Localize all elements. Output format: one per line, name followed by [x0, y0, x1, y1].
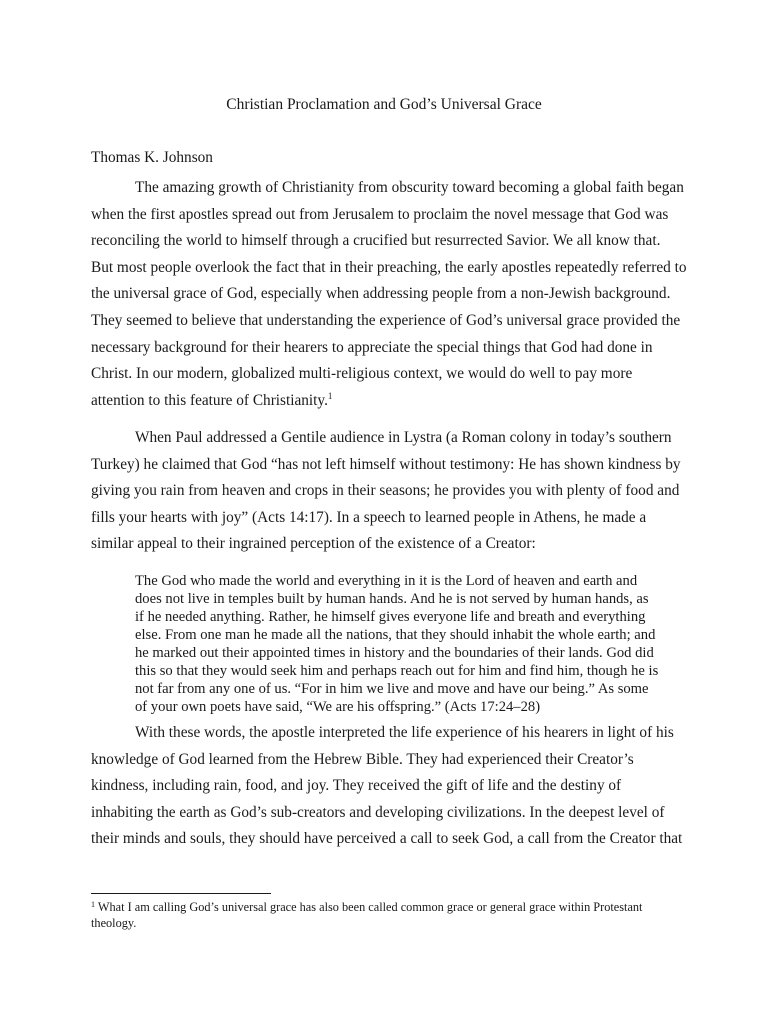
quote-line: if he needed anything. Rather, he himself gives everyone life and breath and everything: [135, 609, 646, 625]
footnote-text: What I am calling God’s universal grace has also been called common grace or general grace within Protestant: [97, 900, 643, 914]
paragraph-line: similar appeal to their ingrained perception of the existence of a Creator:: [91, 535, 536, 553]
quote-line: of your own poets have said, “We are his offspring.” (Acts 17:24–28): [135, 699, 541, 715]
footnote-line: [91, 899, 681, 915]
footnote-line: theology.: [91, 916, 137, 930]
quote-line: not far from any one of us. “For in him we live and move and have our being.” As some: [135, 681, 649, 697]
paragraph-line: kindness, including rain, food, and joy. They received the gift of life and the destiny of: [91, 777, 622, 795]
paragraph-1: [91, 175, 687, 414]
paragraph-line: attention to this feature of Christianity.: [91, 391, 328, 409]
paragraph-last-line: [91, 388, 681, 415]
paragraph-line: With these words, the apostle interpreted the life experience of his hearers in light of his: [135, 724, 674, 741]
document-title: Christian Proclamation and God’s Universal Grace: [226, 96, 542, 113]
quote-line: he marked out their appointed times in history and the boundaries of their lands. God did: [135, 645, 654, 661]
paragraph-line: reconciling the world to himself through a crucified but resurrected Savior. We all know that.: [91, 232, 661, 250]
paragraph-3: [91, 720, 681, 853]
paragraph-2: [91, 425, 681, 558]
paragraph-line: when the first apostles spread out from Jerusalem to proclaim the novel message that God was: [91, 205, 669, 223]
footnote-reference[interactable]: 1: [327, 390, 333, 401]
paragraph-line: fills your hearts with joy” (Acts 14:17). In a speech to learned people in Athens, he made a: [91, 508, 647, 526]
quote-line: The God who made the world and everything in it is the Lord of heaven and earth and: [135, 573, 638, 589]
paragraph-line: the universal grace of God, especially when addressing people from a non-Jewish background.: [91, 285, 671, 303]
paragraph-line: necessary background for their hearers to appreciate the special things that God had done in: [91, 338, 653, 356]
quote-line: this so that they would seek him and perhaps reach out for him and find him, though he is: [135, 663, 659, 679]
author-name: Thomas K. Johnson: [91, 149, 213, 166]
footnote-marker: 1: [91, 900, 95, 909]
paragraph-line: giving you rain from heaven and crops in their seasons; he provides you with plenty of food and: [91, 482, 680, 500]
paragraph-line: knowledge of God learned from the Hebrew Bible. They had experienced their Creator’s: [91, 750, 634, 768]
paragraph-line: When Paul addressed a Gentile audience in Lystra (a Roman colony in today’s southern: [135, 429, 672, 446]
footnote: [91, 899, 681, 931]
quote-line: else. From one man he made all the nations, that they should inhabit the whole earth; and: [135, 627, 656, 643]
block-quote: [135, 572, 681, 716]
paragraph-line: But most people overlook the fact that in their preaching, the early apostles repeatedly referred to: [91, 258, 687, 276]
quote-line: does not live in temples built by human hands. And he is not served by human hands, as: [135, 591, 649, 607]
footnote-divider: [91, 893, 271, 894]
paragraph-line: They seemed to believe that understanding the experience of God’s universal grace provided the: [91, 311, 681, 329]
paragraph-line: Christ. In our modern, globalized multi-religious context, we would do well to pay more: [91, 365, 633, 383]
paragraph-line: their minds and souls, they should have perceived a call to seek God, a call from the Creator that: [91, 830, 683, 848]
paragraph-line: Turkey) he claimed that God “has not left himself without testimony: He has shown kindness by: [91, 455, 681, 473]
paragraph-line: The amazing growth of Christianity from obscurity toward becoming a global faith began: [135, 179, 684, 196]
paragraph-line: inhabiting the earth as God’s sub-creators and developing civilizations. In the deepest level of: [91, 803, 665, 821]
